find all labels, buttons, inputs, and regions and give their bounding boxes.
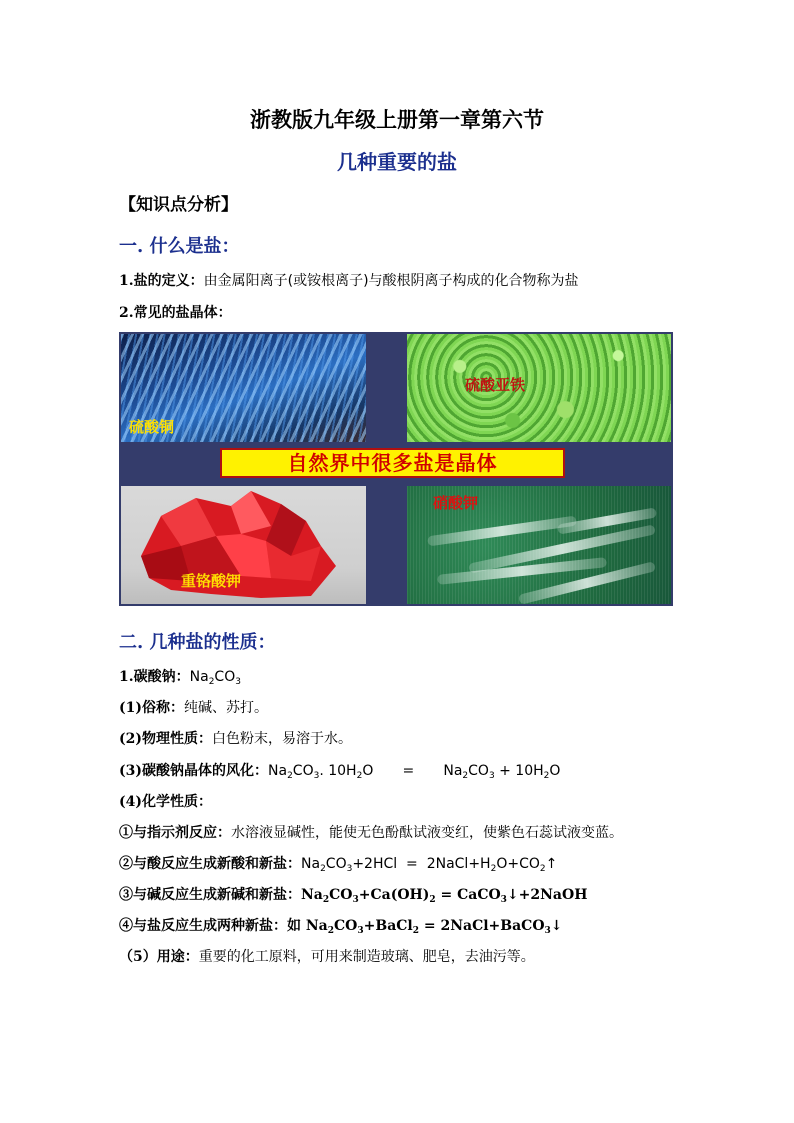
weathering-label: (3)碳酸钠晶体的风化： [119, 763, 268, 779]
physical-property-label: (2)物理性质： [119, 731, 212, 747]
section1-heading: 一. 什么是盐： [119, 236, 240, 257]
physical-property-text: 白色粉末，易溶于水。 [212, 731, 352, 747]
section2-heading: 二. 几种盐的性质： [119, 632, 276, 653]
salt-definition-text: 由金属阳离子(或铵根离子)与酸根阴离子构成的化合物称为盐 [203, 273, 579, 289]
nitrate-crystal-streak [427, 516, 577, 547]
chemical-property-label: (4)化学性质： [119, 794, 212, 810]
usage-line [119, 946, 535, 966]
weathering-equals: = [402, 763, 415, 779]
reaction-salt-line [119, 915, 563, 935]
reaction-indicator-label: ①与指示剂反应： [119, 825, 231, 841]
weathering-right: $Na_2CO_3 + 10H_2O$ [443, 763, 561, 781]
common-name-text: 纯碱、苏打。 [184, 700, 268, 716]
potassium-nitrate-label: 硝酸钾 [433, 494, 479, 512]
reaction-salt-label: ④与盐反应生成两种新盐： [119, 918, 287, 934]
reaction-base-line [119, 884, 587, 904]
potassium-nitrate-image [407, 486, 671, 604]
weathering-left: $Na_2CO_3$. $10H_2O$ [268, 763, 374, 781]
ferrous-sulfate-image [407, 334, 671, 442]
potassium-dichromate-label: 重铬酸钾 [181, 572, 242, 590]
reaction-base-label: ③与碱反应生成新碱和新盐： [119, 887, 301, 903]
sodium-carbonate-line [119, 666, 241, 686]
dichromate-crystal-shape [121, 486, 366, 604]
reaction-indicator-text: 水溶液显碱性，能使无色酚酞试液变红，使紫色石蕊试液变蓝。 [231, 825, 623, 841]
salt-definition-label: 1.盐的定义： [119, 273, 204, 289]
common-name-line [119, 697, 268, 717]
salt-crystals-label [119, 302, 232, 322]
document-title: 浙教版九年级上册第一章第六节 [250, 107, 544, 132]
reaction-acid-line [119, 853, 557, 873]
reaction-salt-equation: $Na_2CO_3+BaCl_2$ = 2NaCl+BaCO$_3$↓ [305, 918, 563, 936]
knowledge-heading: 【知识点分析】 [119, 195, 238, 215]
crystal-banner: 自然界中很多盐是晶体 [220, 448, 565, 478]
copper-sulfate-image [121, 334, 366, 442]
reaction-acid-label: ②与酸反应生成新酸和新盐： [119, 856, 301, 872]
chemical-property-line [119, 791, 212, 811]
weathering-line [119, 760, 560, 780]
reaction-salt-prefix: 如 [287, 918, 306, 934]
reaction-acid-equation: $Na_2CO_3+2HCl$ = $2NaCl+H_2O+CO_2↑$ [301, 856, 558, 874]
usage-label: （5）用途： [119, 949, 199, 965]
copper-sulfate-label: 硫酸铜 [129, 418, 175, 436]
physical-property-line [119, 728, 352, 748]
document-subtitle: 几种重要的盐 [337, 150, 457, 174]
salt-definition [119, 270, 579, 290]
usage-text: 重要的化工原料，可用来制造玻璃、肥皂，去油污等。 [198, 949, 535, 965]
ferrous-sulfate-label: 硫酸亚铁 [465, 376, 526, 394]
common-name-label: (1)俗称： [119, 700, 184, 716]
reaction-indicator-line [119, 822, 623, 842]
sodium-carbonate-label: 1.碳酸钠： [119, 669, 190, 685]
salt-crystal-figure [119, 332, 673, 606]
potassium-dichromate-image [121, 486, 366, 604]
reaction-base-equation: $Na_2CO_3+Ca(OH)_2$ = CaCO$_3$↓+2NaOH [301, 887, 588, 905]
sodium-carbonate-formula: $Na_2CO_3$ [189, 669, 241, 687]
salt-crystals-label-text: 2.常见的盐晶体： [119, 305, 232, 321]
